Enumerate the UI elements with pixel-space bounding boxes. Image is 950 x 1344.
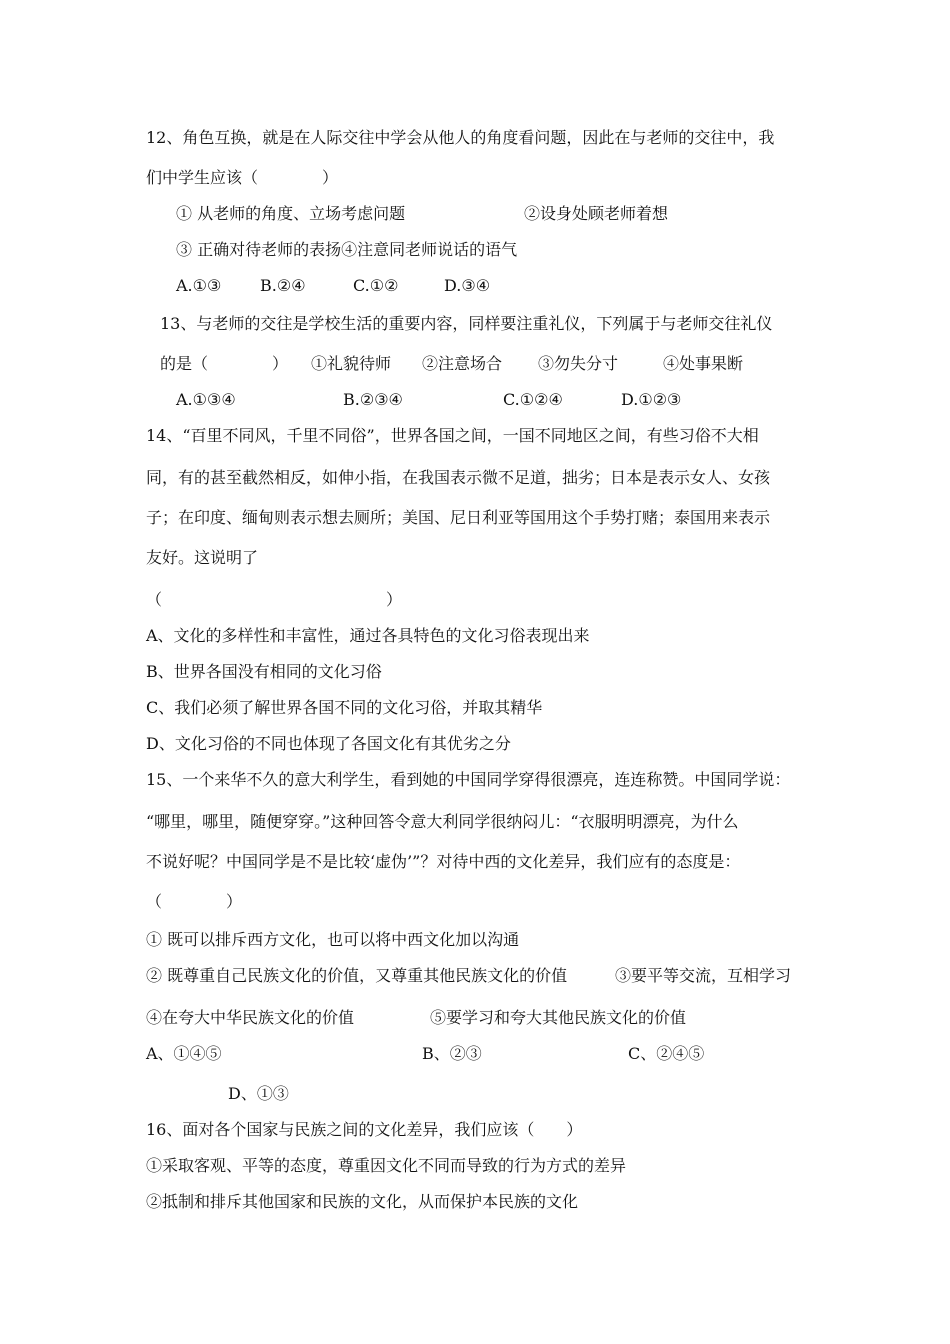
q12-option-1: ① 从老师的角度、立场考虑问题 <box>176 204 406 223</box>
q15-option-5: ⑤要学习和夸大其他民族文化的价值 <box>430 1008 687 1027</box>
q13-stem-line-2: 的是（ ） <box>160 354 289 373</box>
q14-choice-a: A、文化的多样性和丰富性，通过各具特色的文化习俗表现出来 <box>146 626 590 645</box>
q13-option-1: ①礼貌待师 <box>311 354 392 373</box>
q12-stem-line-2: 们中学生应该（ ） <box>146 168 339 187</box>
q15-stem-line-2: “哪里，哪里，随便穿穿。”这种回答令意大利同学很纳闷儿：“衣服明明漂亮，为什么 <box>146 812 739 831</box>
q13-option-4: ④处事果断 <box>663 354 744 373</box>
q12-stem-line-1: 12、角色互换，就是在人际交往中学会从他人的角度看问题，因此在与老师的交往中，我 <box>146 128 775 147</box>
q15-stem-line-1: 15、一个来华不久的意大利学生，看到她的中国同学穿得很漂亮，连连称赞。中国同学说： <box>146 770 791 789</box>
q15-option-3: ③要平等交流，互相学习 <box>615 966 792 985</box>
q15-option-2: ② 既尊重自己民族文化的价值，又尊重其他民族文化的价值 <box>146 966 568 985</box>
q14-stem-line-3: 子；在印度、缅甸则表示想去厕所；美国、尼日利亚等国用这个手势打赌；泰国用来表示 <box>146 508 771 527</box>
q15-option-4: ④在夸大中华民族文化的价值 <box>146 1008 355 1027</box>
q14-stem-line-1: 14、“百里不同风，千里不同俗”，世界各国之间，一国不同地区之间，有些习俗不大相 <box>146 426 759 445</box>
q15-stem-line-3: 不说好呢？中国同学是不是比较‘虚伪’”？对待中西的文化差异，我们应有的态度是： <box>146 852 741 871</box>
q12-option-3-4: ③ 正确对待老师的表扬④注意同老师说话的语气 <box>176 240 518 259</box>
q15-choice-a: A、①④⑤ <box>146 1044 222 1063</box>
q13-option-3: ③勿失分寸 <box>538 354 619 373</box>
q15-choice-c: C、②④⑤ <box>628 1044 705 1063</box>
q16-stem-line-1: 16、面对各个国家与民族之间的文化差异，我们应该（ ） <box>146 1120 583 1139</box>
q14-answer-parentheses: （ ） <box>146 590 403 609</box>
q15-choice-b: B、②③ <box>422 1044 482 1063</box>
q16-option-2: ②抵制和排斥其他国家和民族的文化，从而保护本民族的文化 <box>146 1192 579 1211</box>
q15-option-1: ① 既可以排斥西方文化，也可以将中西文化加以沟通 <box>146 930 520 949</box>
q12-option-2: ②设身处顾老师着想 <box>524 204 669 223</box>
q14-stem-line-4: 友好。这说明了 <box>146 548 259 567</box>
q14-choice-c: C、我们必须了解世界各国不同的文化习俗，并取其精华 <box>146 698 543 717</box>
q12-choice-b: B.②④ <box>260 276 306 295</box>
q14-choice-b: B、世界各国没有相同的文化习俗 <box>146 662 382 681</box>
q13-option-2: ②注意场合 <box>422 354 503 373</box>
q13-choice-a: A.①③④ <box>176 390 236 409</box>
q13-choice-b: B.②③④ <box>343 390 403 409</box>
q16-option-1: ①采取客观、平等的态度，尊重因文化不同而导致的行为方式的差异 <box>146 1156 627 1175</box>
q12-choice-a: A.①③ <box>176 276 222 295</box>
q13-choice-c: C.①②④ <box>503 390 563 409</box>
q14-choice-d: D、文化习俗的不同也体现了各国文化有其优劣之分 <box>146 734 511 753</box>
q15-choice-d: D、①③ <box>228 1084 289 1103</box>
q12-choice-c: C.①② <box>353 276 399 295</box>
q12-choice-d: D.③④ <box>444 276 491 295</box>
q14-stem-line-2: 同，有的甚至截然相反，如伸小指，在我国表示微不足道，拙劣；日本是表示女人、女孩 <box>146 468 771 487</box>
q15-answer-parentheses: （ ） <box>146 892 243 911</box>
q13-stem-line-1: 13、与老师的交往是学校生活的重要内容，同样要注重礼仪，下列属于与老师交往礼仪 <box>160 314 773 333</box>
q13-choice-d: D.①②③ <box>621 390 682 409</box>
